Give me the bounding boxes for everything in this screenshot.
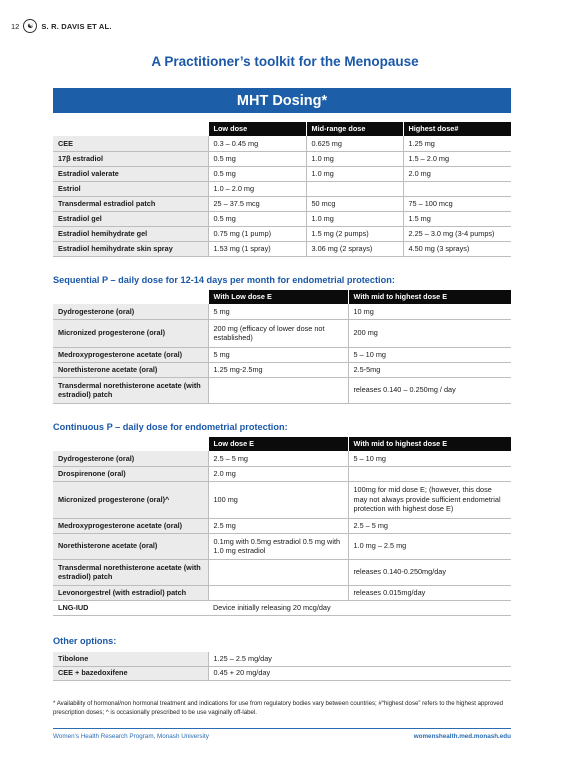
row-label: Micronized progesterone (oral) bbox=[53, 319, 208, 347]
column-header: Mid-range dose bbox=[306, 122, 403, 136]
table-cell: 1.5 mg bbox=[403, 211, 511, 226]
table-cell: 2.5 – 5 mg bbox=[208, 451, 348, 466]
table-row bbox=[53, 466, 511, 481]
table-cell bbox=[208, 377, 348, 403]
table-row bbox=[53, 481, 511, 518]
table-cell: 100 mg bbox=[208, 481, 348, 518]
table-cell: 1.0 mg bbox=[306, 211, 403, 226]
table-cell: 1.5 mg (2 pumps) bbox=[306, 226, 403, 241]
table-header-row bbox=[53, 290, 511, 304]
table-cell: 50 mcg bbox=[306, 196, 403, 211]
sequential-table bbox=[53, 290, 511, 404]
table-cell bbox=[403, 181, 511, 196]
table-row bbox=[53, 347, 511, 362]
table-row bbox=[53, 652, 511, 666]
table-cell: 2.5-5mg bbox=[348, 362, 511, 377]
footer-organization: Women’s Health Research Program, Monash University bbox=[53, 733, 209, 740]
table-cell: 3.06 mg (2 sprays) bbox=[306, 241, 403, 256]
row-label: Dydrogesterone (oral) bbox=[53, 451, 208, 466]
table-cell: 2.25 – 3.0 mg (3-4 pumps) bbox=[403, 226, 511, 241]
table-header-row bbox=[53, 437, 511, 451]
table-cell: 2.5 – 5 mg bbox=[348, 518, 511, 533]
table-cell: 25 – 37.5 mcg bbox=[208, 196, 306, 211]
row-label: Norethisterone acetate (oral) bbox=[53, 533, 208, 559]
table-cell: 1.5 – 2.0 mg bbox=[403, 151, 511, 166]
other-options-heading: Other options: bbox=[53, 636, 117, 646]
table-cell bbox=[208, 585, 348, 600]
table-header-row bbox=[53, 122, 511, 136]
running-head-authors: S. R. DAVIS ET AL. bbox=[41, 21, 112, 31]
table-row bbox=[53, 451, 511, 466]
table-cell: 0.75 mg (1 pump) bbox=[208, 226, 306, 241]
table-row bbox=[53, 377, 511, 403]
table-cell: 0.5 mg bbox=[208, 211, 306, 226]
running-head bbox=[11, 19, 112, 33]
row-label: Transdermal norethisterone acetate (with estradiol) patch bbox=[53, 377, 208, 403]
table-cell: 200 mg bbox=[348, 319, 511, 347]
table-row bbox=[53, 196, 511, 211]
continuous-heading: Continuous P – daily dose for endometrial protection: bbox=[53, 422, 288, 432]
row-label: Micronized progesterone (oral)^ bbox=[53, 481, 208, 518]
table-cell: 5 – 10 mg bbox=[348, 451, 511, 466]
table-row bbox=[53, 136, 511, 151]
table-cell: releases 0.015mg/day bbox=[348, 585, 511, 600]
row-label: Estradiol hemihydrate gel bbox=[53, 226, 208, 241]
table-cell: 5 mg bbox=[208, 304, 348, 319]
table-cell: 0.3 – 0.45 mg bbox=[208, 136, 306, 151]
table-cell: 0.625 mg bbox=[306, 136, 403, 151]
table-row bbox=[53, 151, 511, 166]
table-cell: Device initially releasing 20 mcg/day bbox=[208, 600, 511, 615]
row-label: Drospirenone (oral) bbox=[53, 466, 208, 481]
row-label: Norethisterone acetate (oral) bbox=[53, 362, 208, 377]
table-row bbox=[53, 226, 511, 241]
mht-dosing-banner: MHT Dosing* bbox=[53, 88, 511, 113]
table-cell: 2.5 mg bbox=[208, 518, 348, 533]
page-number: 12 bbox=[11, 21, 20, 31]
table-cell: 10 mg bbox=[348, 304, 511, 319]
row-label: Estradiol valerate bbox=[53, 166, 208, 181]
table-row bbox=[53, 600, 511, 615]
table-cell: 200 mg (efficacy of lower dose not established) bbox=[208, 319, 348, 347]
table-row bbox=[53, 585, 511, 600]
table-cell bbox=[348, 466, 511, 481]
table-row bbox=[53, 362, 511, 377]
row-label: Estradiol hemihydrate skin spray bbox=[53, 241, 208, 256]
table-cell: 100mg for mid dose E; (however, this dose may not always provide sufficient endometrial protection with highest dose E) bbox=[348, 481, 511, 518]
table-cell: 2.0 mg bbox=[208, 466, 348, 481]
table-cell: 1.0 – 2.0 mg bbox=[208, 181, 306, 196]
page-title: A Practitioner’s toolkit for the Menopause bbox=[151, 54, 419, 69]
table-row bbox=[53, 304, 511, 319]
row-label: 17β estradiol bbox=[53, 151, 208, 166]
column-header: With mid to highest dose E bbox=[348, 290, 511, 304]
row-label: Medroxyprogesterone acetate (oral) bbox=[53, 518, 208, 533]
table-row bbox=[53, 559, 511, 585]
table-cell: 1.0 mg – 2.5 mg bbox=[348, 533, 511, 559]
table-row bbox=[53, 211, 511, 226]
other-options-table bbox=[53, 652, 511, 681]
table-row bbox=[53, 533, 511, 559]
table-cell: 0.45 + 20 mg/day bbox=[208, 666, 511, 680]
table-row bbox=[53, 241, 511, 256]
row-label: Levonorgestrel (with estradiol) patch bbox=[53, 585, 208, 600]
table-cell: releases 0.140 – 0.250mg / day bbox=[348, 377, 511, 403]
table-cell: releases 0.140-0.250mg/day bbox=[348, 559, 511, 585]
table-cell: 5 mg bbox=[208, 347, 348, 362]
table-cell: 0.5 mg bbox=[208, 166, 306, 181]
row-label: Estriol bbox=[53, 181, 208, 196]
sequential-heading: Sequential P – daily dose for 12-14 days per month for endometrial protection: bbox=[53, 275, 395, 285]
mht-dosing-table bbox=[53, 122, 511, 257]
table-cell: 0.5 mg bbox=[208, 151, 306, 166]
row-label: Estradiol gel bbox=[53, 211, 208, 226]
table-cell: 1.25 mg bbox=[403, 136, 511, 151]
table-row bbox=[53, 166, 511, 181]
column-header: With mid to highest dose E bbox=[348, 437, 511, 451]
table-cell bbox=[208, 559, 348, 585]
row-label: Medroxyprogesterone acetate (oral) bbox=[53, 347, 208, 362]
table-cell: 1.0 mg bbox=[306, 151, 403, 166]
table-cell: 75 – 100 mcg bbox=[403, 196, 511, 211]
footer-divider bbox=[53, 728, 511, 729]
journal-logo-icon: ☯ bbox=[23, 19, 37, 33]
table-cell: 1.53 mg (1 spray) bbox=[208, 241, 306, 256]
row-label: Tibolone bbox=[53, 652, 208, 666]
table-row bbox=[53, 319, 511, 347]
row-label: LNG-IUD bbox=[53, 600, 208, 615]
table-cell: 1.0 mg bbox=[306, 166, 403, 181]
table-row bbox=[53, 666, 511, 680]
table-cell: 2.0 mg bbox=[403, 166, 511, 181]
table-cell: 0.1mg with 0.5mg estradiol 0.5 mg with 1.0 mg estradiol bbox=[208, 533, 348, 559]
table-row bbox=[53, 181, 511, 196]
footnote: * Availability of hormonal/non hormonal treatment and indications for use from regulatory bodies vary between countries; #“highest dose” refers to the highest approved prescription doses; ^ is occasionally prescribed to be use vaginally off-label. bbox=[53, 700, 504, 716]
continuous-table bbox=[53, 437, 511, 616]
table-cell: 4.50 mg (3 sprays) bbox=[403, 241, 511, 256]
table-row bbox=[53, 518, 511, 533]
row-label: CEE bbox=[53, 136, 208, 151]
table-cell: 1.25 mg-2.5mg bbox=[208, 362, 348, 377]
row-label: Transdermal estradiol patch bbox=[53, 196, 208, 211]
column-header: Low dose bbox=[208, 122, 306, 136]
row-label: Transdermal norethisterone acetate (with estradiol) patch bbox=[53, 559, 208, 585]
column-header: Low dose E bbox=[208, 437, 348, 451]
table-cell bbox=[306, 181, 403, 196]
footer-website-link[interactable]: womenshealth.med.monash.edu bbox=[413, 733, 511, 740]
table-cell: 1.25 – 2.5 mg/day bbox=[208, 652, 511, 666]
row-label: CEE + bazedoxifene bbox=[53, 666, 208, 680]
row-label: Dydrogesterone (oral) bbox=[53, 304, 208, 319]
column-header: With Low dose E bbox=[208, 290, 348, 304]
column-header: Highest dose# bbox=[403, 122, 511, 136]
table-cell: 5 – 10 mg bbox=[348, 347, 511, 362]
